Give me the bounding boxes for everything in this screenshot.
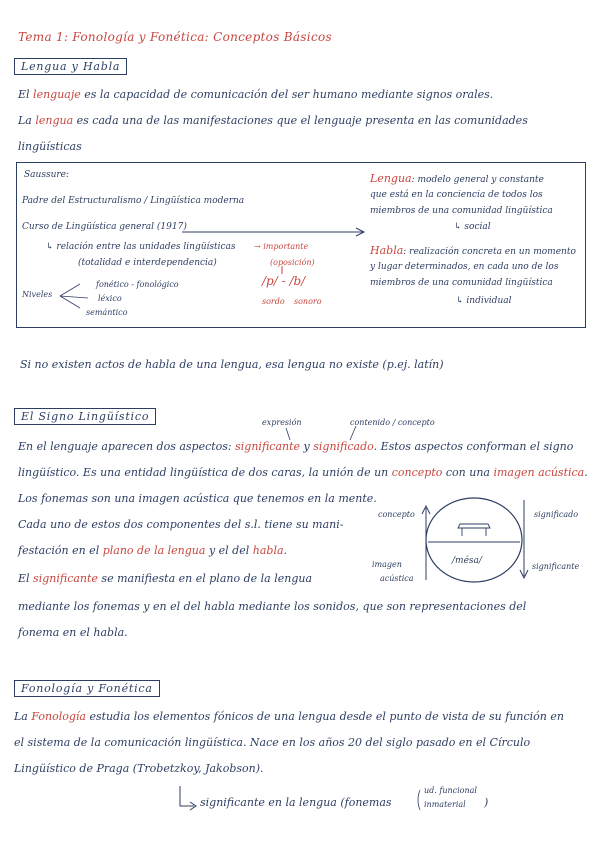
signo-line8: fonema en el habla. bbox=[18, 626, 128, 639]
text: y el del bbox=[205, 544, 253, 557]
lengua-social: ↳ social bbox=[454, 222, 491, 232]
totalidad: (totalidad e interdependencia) bbox=[78, 258, 217, 268]
signo-line3: Los fonemas son una imagen acústica que tenemos en la mente. bbox=[18, 492, 377, 505]
niveles-bracket bbox=[60, 284, 88, 308]
term-significante: significante bbox=[33, 572, 98, 585]
niveles: Niveles bbox=[22, 290, 53, 299]
lengua-definition-line2: que está en la conciencia de todos los bbox=[370, 190, 543, 200]
term-significante: significante bbox=[235, 440, 301, 453]
fonologia-line3: Lingüístico de Praga (Trobetzkoy, Jakobson). bbox=[14, 762, 264, 775]
close-paren: ) bbox=[484, 796, 489, 809]
lengua-definition-line3: miembros de una comunidad lingüística bbox=[370, 206, 553, 216]
table-icon bbox=[458, 524, 490, 536]
text: La bbox=[14, 710, 32, 723]
text: y bbox=[300, 440, 314, 453]
oposicion: (oposición) bbox=[270, 258, 315, 267]
diagram-significante: significante bbox=[532, 562, 580, 571]
term-imagen-acustica: imagen acústica bbox=[493, 466, 585, 479]
term-habla: habla bbox=[252, 544, 284, 557]
diagram-mesa: /mésa/ bbox=[452, 556, 482, 566]
sonoro: sonoro bbox=[294, 297, 322, 306]
text: El bbox=[18, 572, 34, 585]
section-heading-lengua-habla: Lengua y Habla bbox=[14, 58, 127, 75]
section-heading-fonologia: Fonología y Fonética bbox=[14, 680, 160, 697]
diagram-imagen: imagen bbox=[372, 560, 402, 569]
habla-individual: ↳ individual bbox=[456, 296, 512, 306]
text: es cada una de las manifestaciones que el lenguaje presenta en las comunidades bbox=[73, 114, 528, 127]
text: festación en el bbox=[18, 544, 103, 557]
term-plano-lengua: plano de la lengua bbox=[102, 544, 206, 557]
note-actos-habla: Si no existen actos de habla de una lengua, esa lengua no existe (p.ej. latín) bbox=[20, 358, 444, 371]
text: significante en la lengua (fonemas bbox=[200, 796, 392, 809]
nivel-fonetico: fonético - fonológico bbox=[96, 280, 179, 289]
habla-definition-line3: miembros de una comunidad lingüística bbox=[370, 278, 553, 288]
pointer-expresion bbox=[286, 428, 290, 440]
saussure-label: Saussure: bbox=[24, 170, 70, 180]
text: El bbox=[18, 88, 34, 101]
text: . bbox=[584, 466, 588, 479]
importante: → importante bbox=[254, 242, 309, 251]
inmaterial: inmaterial bbox=[424, 800, 466, 809]
term-fonologia: Fonología bbox=[31, 710, 86, 723]
term-significado: significado bbox=[313, 440, 374, 453]
text: es la capacidad de comunicación del ser humano mediante signos orales. bbox=[80, 88, 494, 101]
relacion-unidades: ↳ relación entre las unidades lingüísticas bbox=[46, 242, 236, 252]
text: con una bbox=[442, 466, 494, 479]
label-contenido: contenido / concepto bbox=[350, 418, 435, 427]
sign-ellipse bbox=[426, 498, 522, 582]
text: estudia los elementos fónicos de una lengua desde el punto de vista de su función en bbox=[85, 710, 564, 723]
paragraph-lengua-cont: lingüísticas bbox=[18, 140, 82, 153]
diagram-concepto: concepto bbox=[378, 510, 415, 519]
phoneme-pair: /p/ - /b/ bbox=[262, 274, 306, 288]
text: La bbox=[18, 114, 36, 127]
text: . bbox=[283, 544, 288, 557]
signo-line4: Cada uno de estos dos componentes del s.l. tiene su mani- bbox=[18, 518, 344, 531]
section-heading-signo: El Signo Lingüístico bbox=[14, 408, 156, 425]
label-expresion: expresión bbox=[262, 418, 302, 427]
text: : realización concreta en un momento bbox=[403, 247, 576, 257]
page-title: Tema 1: Fonología y Fonética: Conceptos Básicos bbox=[18, 30, 332, 44]
nivel-semantico: semántico bbox=[86, 308, 128, 317]
diagram-significado: significado bbox=[534, 510, 579, 519]
text: lingüístico. Es una entidad lingüística de dos caras, la unión de un bbox=[18, 466, 392, 479]
saussure-curso: Curso de Lingüística general (1917) bbox=[22, 222, 187, 232]
fonologia-line2: el sistema de la comunicación lingüística. Nace en los años 20 del siglo pasado en el Círculo bbox=[14, 736, 531, 749]
term-habla: Habla bbox=[370, 244, 404, 257]
diagram-acustica: acústica bbox=[380, 574, 414, 583]
text: En el lenguaje aparecen dos aspectos: bbox=[18, 440, 236, 453]
term-lengua: Lengua bbox=[370, 172, 412, 185]
term-lengua: lengua bbox=[35, 114, 74, 127]
sordo: sordo bbox=[262, 297, 285, 306]
signo-line7: mediante los fonemas y en el del habla mediante los sonidos, que son representaciones del bbox=[18, 600, 527, 613]
habla-definition-line2: y lugar determinados, en cada uno de los bbox=[370, 262, 559, 272]
pointer-contenido bbox=[350, 426, 356, 440]
term-lenguaje: lenguaje bbox=[33, 88, 81, 101]
text: : modelo general y constante bbox=[411, 175, 544, 185]
text: . Estos aspectos conforman el signo bbox=[373, 440, 574, 453]
text: se manifiesta en el plano de la lengua bbox=[97, 572, 312, 585]
term-concepto: concepto bbox=[391, 466, 443, 479]
saussure-padre: Padre del Estructuralismo / Lingüística moderna bbox=[22, 196, 245, 206]
nivel-lexico: léxico bbox=[98, 294, 122, 303]
brace bbox=[418, 790, 420, 810]
ud-funcional: ud. funcional bbox=[424, 786, 477, 795]
